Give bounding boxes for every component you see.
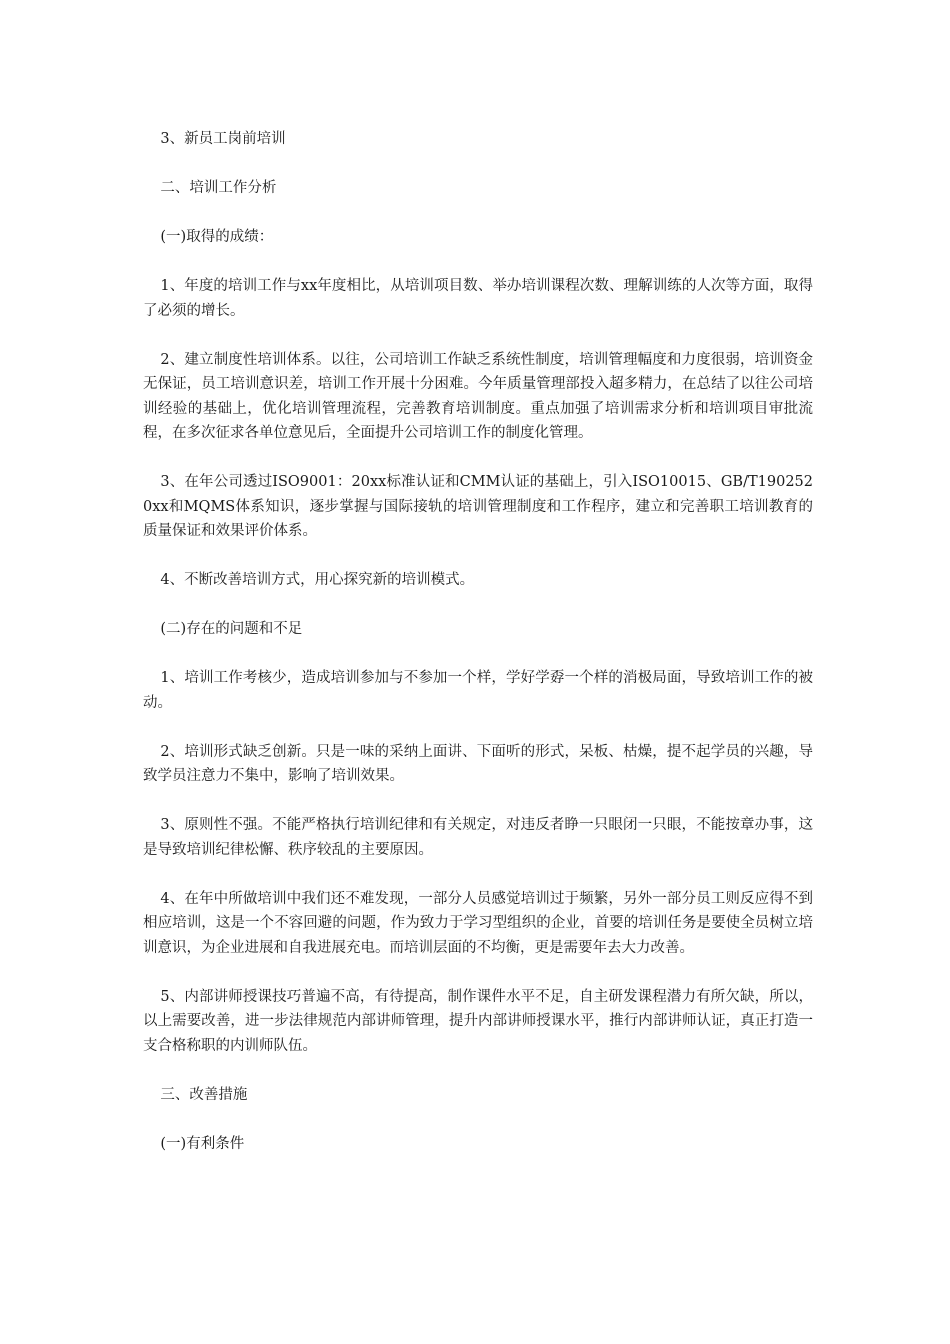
section-heading-training-analysis: 二、培训工作分析 bbox=[160, 180, 277, 196]
paragraph-achievement-1: 1、年度的培训工作与xx年度相比，从培训项目数、举办培训课程次数、理解训练的人次等方面，取得了必须的增长。 bbox=[143, 278, 813, 319]
list-item-new-staff-training: 3、新员工岗前培训 bbox=[160, 131, 286, 147]
subheading-achievements: (一)取得的成绩： bbox=[160, 229, 274, 245]
paragraph-problem-5: 5、内部讲师授课技巧普遍不高，有待提高，制作课件水平不足，自主研发课程潜力有所欠缺，所以，以上需要改善，进一步法律规范内部讲师管理，提升内部讲师授课水平，推行内部讲师认证，真正打造一支合格称职的内训师队伍。 bbox=[143, 988, 813, 1054]
subheading-favorable-conditions: (一)有利条件 bbox=[160, 1135, 245, 1152]
paragraph-problem-3: 3、原则性不强。不能严格执行培训纪律和有关规定，对违反者睁一只眼闭一只眼，不能按章办事，这是导致培训纪律松懈、秩序较乱的主要原因。 bbox=[143, 817, 813, 858]
paragraph-problem-2: 2、培训形式缺乏创新。只是一味的采纳上面讲、下面听的形式，呆板、枯燥，提不起学员的兴趣，导致学员注意力不集中，影响了培训效果。 bbox=[143, 743, 813, 784]
document-body bbox=[143, 127, 813, 1156]
paragraph-problem-4: 4、在年中所做培训中我们还不难发现，一部分人员感觉培训过于频繁，另外一部分员工则反应得不到相应培训，这是一个不容回避的问题，作为致力于学习型组织的企业，首要的培训任务是要使全员树立培训意识，为企业进展和自我进展充电。而培训层面的不均衡，更是需要年去大力改善。 bbox=[143, 890, 813, 956]
section-heading-improvement-measures: 三、改善措施 bbox=[160, 1086, 248, 1103]
paragraph-achievement-4: 4、不断改善培训方式，用心探究新的培训模式。 bbox=[160, 572, 475, 588]
paragraph-achievement-3: 3、在年公司透过ISO9001：20xx标准认证和CMM认证的基础上，引入ISO10015、GB/T1902520xx和MQMS体系知识，逐步掌握与国际接轨的培训管理制度和工作程序，建立和完善职工培训教育的质量保证和效果评价体系。 bbox=[143, 474, 813, 539]
subheading-problems: (二)存在的问题和不足 bbox=[160, 621, 303, 637]
paragraph-problem-1: 1、培训工作考核少，造成培训参加与不参加一个样，学好学孬一个样的消极局面，导致培训工作的被动。 bbox=[143, 670, 813, 711]
paragraph-achievement-2: 2、建立制度性培训体系。以往，公司培训工作缺乏系统性制度，培训管理幅度和力度很弱，培训资金无保证，员工培训意识差，培训工作开展十分困难。今年质量管理部投入超多精力，在总结了以往公司培训经验的基础上，优化培训管理流程，完善教育培训制度。重点加强了培训需求分析和培训项目审批流程，在多次征求各单位意见后，全面提升公司培训工作的制度化管理。 bbox=[143, 351, 813, 441]
